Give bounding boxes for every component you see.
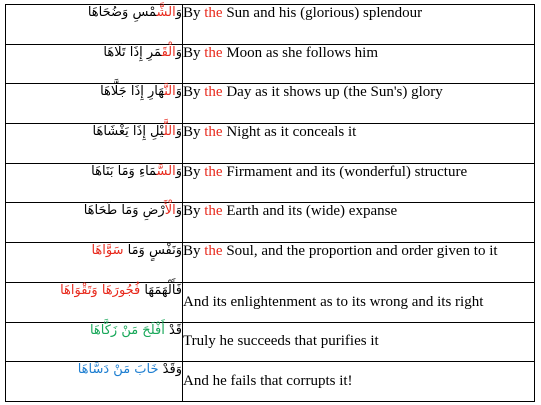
translation-segment: Firmament and its (wonderful) structure bbox=[222, 163, 468, 180]
translation-segment: And its enlightenment as to its wrong and its right bbox=[183, 293, 484, 310]
arabic-segment: قَدْ bbox=[164, 322, 182, 338]
translation-segment: Soul, and the proportion and order given to it bbox=[222, 243, 498, 260]
arabic-verse bbox=[6, 124, 183, 164]
translation-segment: the bbox=[204, 84, 223, 101]
verse-row bbox=[6, 5, 535, 45]
arabic-segment: وَ bbox=[175, 163, 182, 179]
verse-rows bbox=[6, 5, 535, 402]
arabic-verse bbox=[6, 163, 183, 203]
english-translation bbox=[183, 163, 535, 203]
translation-segment: Sun and his (glorious) splendour bbox=[222, 5, 423, 21]
english-translation bbox=[183, 282, 535, 322]
arabic-segment: وَ bbox=[175, 124, 182, 140]
translation-segment: Truly he succeeds that purifies it bbox=[183, 333, 379, 350]
arabic-segment: وَ bbox=[175, 5, 182, 20]
verse-row bbox=[6, 163, 535, 203]
english-translation bbox=[183, 322, 535, 362]
verse-row bbox=[6, 322, 535, 362]
arabic-segment: مْسِ وَضُحَاهَا bbox=[87, 5, 157, 20]
english-translation bbox=[183, 5, 535, 45]
verse-translation-table bbox=[5, 4, 535, 402]
english-translation bbox=[183, 84, 535, 124]
arabic-segment: أَفْلَحَ مَنْ زَكَّاهَا bbox=[89, 322, 165, 338]
english-translation bbox=[183, 243, 535, 283]
arabic-segment: هَارِ إِذَا جَلَّاهَا bbox=[100, 84, 165, 100]
arabic-segment: رْضِ وَمَا طَحَاهَا bbox=[83, 203, 165, 219]
english-translation bbox=[183, 203, 535, 243]
arabic-segment: اللَّ bbox=[163, 124, 176, 140]
translation-segment: By bbox=[183, 203, 205, 220]
arabic-segment: يْلِ إِذَا يَغْشَاهَا bbox=[92, 124, 164, 140]
translation-segment: By bbox=[183, 163, 205, 180]
arabic-verse bbox=[6, 203, 183, 243]
arabic-verse bbox=[6, 5, 183, 45]
translation-segment: Night as it conceals it bbox=[222, 124, 357, 141]
translation-segment: the bbox=[204, 124, 223, 141]
arabic-segment: الْقَ bbox=[161, 44, 176, 60]
arabic-segment: وَ bbox=[175, 84, 182, 100]
verse-row bbox=[6, 44, 535, 84]
translation-segment: And he fails that corrupts it! bbox=[183, 373, 353, 390]
arabic-verse bbox=[6, 84, 183, 124]
translation-segment: the bbox=[204, 44, 223, 61]
verse-row bbox=[6, 84, 535, 124]
arabic-segment: النَّ bbox=[164, 84, 176, 100]
arabic-segment: وَقَدْ bbox=[158, 362, 182, 378]
translation-segment: By bbox=[183, 84, 205, 101]
translation-segment: the bbox=[204, 243, 223, 260]
arabic-segment: سَوَّاهَا bbox=[91, 243, 124, 259]
arabic-segment: مَرِ إِذَا تَلَاهَا bbox=[103, 44, 162, 60]
translation-segment: Moon as she follows him bbox=[222, 44, 379, 61]
arabic-verse bbox=[6, 282, 183, 322]
verse-row bbox=[6, 282, 535, 322]
translation-segment: the bbox=[204, 163, 223, 180]
arabic-verse bbox=[6, 243, 183, 283]
arabic-segment: وَنَفْسٍ وَمَا bbox=[123, 243, 182, 259]
arabic-segment: وَ bbox=[175, 203, 182, 219]
arabic-segment: الْأَ bbox=[164, 203, 176, 219]
arabic-verse bbox=[6, 44, 183, 84]
arabic-segment: خَابَ مَنْ دَسَّاهَا bbox=[77, 362, 159, 378]
english-translation bbox=[183, 44, 535, 84]
translation-segment: Earth and its (wide) expanse bbox=[222, 203, 398, 220]
arabic-segment: السَّ bbox=[156, 163, 176, 179]
english-translation bbox=[183, 124, 535, 164]
verse-row bbox=[6, 362, 535, 402]
verse-row bbox=[6, 203, 535, 243]
verse-row bbox=[6, 124, 535, 164]
arabic-segment: فُجُورَهَا bbox=[101, 282, 141, 298]
arabic-verse bbox=[6, 322, 183, 362]
translation-segment: By bbox=[183, 243, 205, 260]
arabic-segment: فَأَلْهَمَهَا bbox=[140, 282, 182, 298]
arabic-verse bbox=[6, 362, 183, 402]
english-translation bbox=[183, 362, 535, 402]
arabic-segment: وَتَقْوَاهَا bbox=[60, 282, 102, 298]
verse-row bbox=[6, 243, 535, 283]
arabic-segment: الشَّ bbox=[156, 5, 176, 20]
translation-segment: the bbox=[204, 5, 223, 21]
translation-segment: By bbox=[183, 124, 205, 141]
arabic-segment: مَاءِ وَمَا بَنَاهَا bbox=[91, 163, 157, 179]
translation-segment: Day as it shows up (the Sun's) glory bbox=[222, 84, 443, 101]
translation-segment: the bbox=[204, 203, 223, 220]
arabic-segment: وَ bbox=[175, 44, 182, 60]
translation-segment: By bbox=[183, 44, 205, 61]
translation-segment: By bbox=[183, 5, 205, 21]
